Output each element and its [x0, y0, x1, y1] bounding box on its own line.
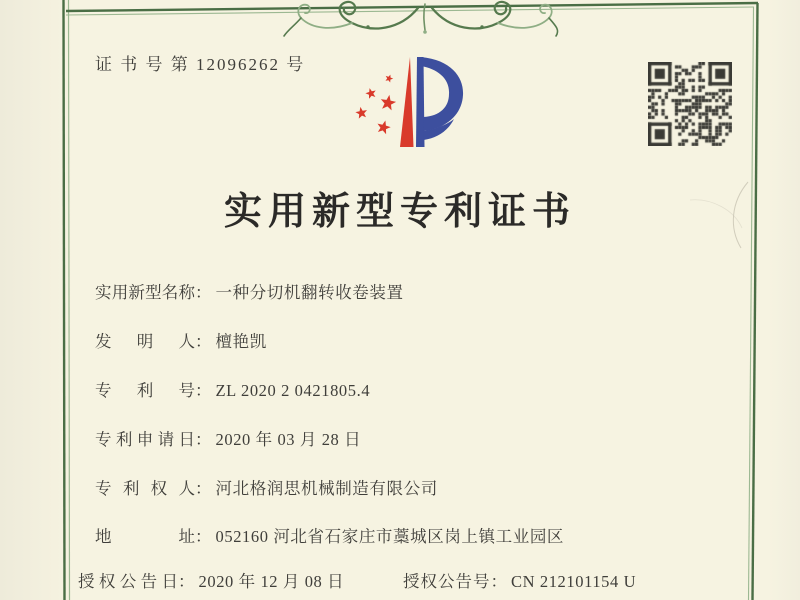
field-row-grant-number: [403, 568, 636, 592]
field-value: 2020 年 12 月 08 日: [198, 572, 345, 591]
field-value: 檀艳凯: [215, 332, 267, 351]
field-label: 专利申请日: [95, 430, 195, 449]
field-colon: ：: [195, 527, 212, 546]
field-row-grant-date: [78, 568, 344, 592]
field-row-patent-number: [95, 377, 370, 401]
field-value: CN 212101154 U: [511, 572, 637, 591]
field-colon: ：: [195, 479, 212, 498]
field-row-address: [95, 523, 564, 547]
certificate-number: 证 书 号 第 12096262 号: [95, 55, 306, 74]
field-value: ZL 2020 2 0421805.4: [215, 381, 371, 400]
field-label: 专利权人: [95, 479, 195, 498]
field-colon: ：: [195, 283, 212, 302]
certificate-title: 实用新型专利证书: [223, 191, 576, 233]
field-colon: ：: [195, 332, 212, 351]
field-colon: ：: [195, 430, 212, 449]
field-value: 052160 河北省石家庄市藁城区岗上镇工业园区: [215, 527, 565, 546]
field-label: 专利号: [95, 381, 195, 400]
qr-code: [648, 62, 732, 146]
field-row-filing-date: [95, 426, 361, 450]
field-colon: ：: [195, 381, 212, 400]
field-label: 地址: [95, 527, 195, 546]
field-row-patentee: [95, 475, 438, 499]
logo-stars: [355, 75, 396, 135]
field-label: 实用新型名称: [95, 283, 195, 302]
field-colon: ：: [490, 572, 507, 591]
field-value: 2020 年 03 月 28 日: [215, 430, 362, 449]
field-value: 一种分切机翻转收卷装置: [215, 283, 404, 302]
field-value: 河北格润思机械制造有限公司: [215, 479, 438, 498]
field-row-inventor: [95, 328, 267, 352]
field-colon: ：: [178, 572, 195, 591]
field-row-utility-model-name: [95, 279, 404, 303]
field-label: 发明人: [95, 332, 195, 351]
cnipa-patent-logo: [330, 50, 480, 160]
field-label: 授权公告号: [403, 572, 491, 591]
field-label: 授权公告日: [78, 572, 178, 591]
